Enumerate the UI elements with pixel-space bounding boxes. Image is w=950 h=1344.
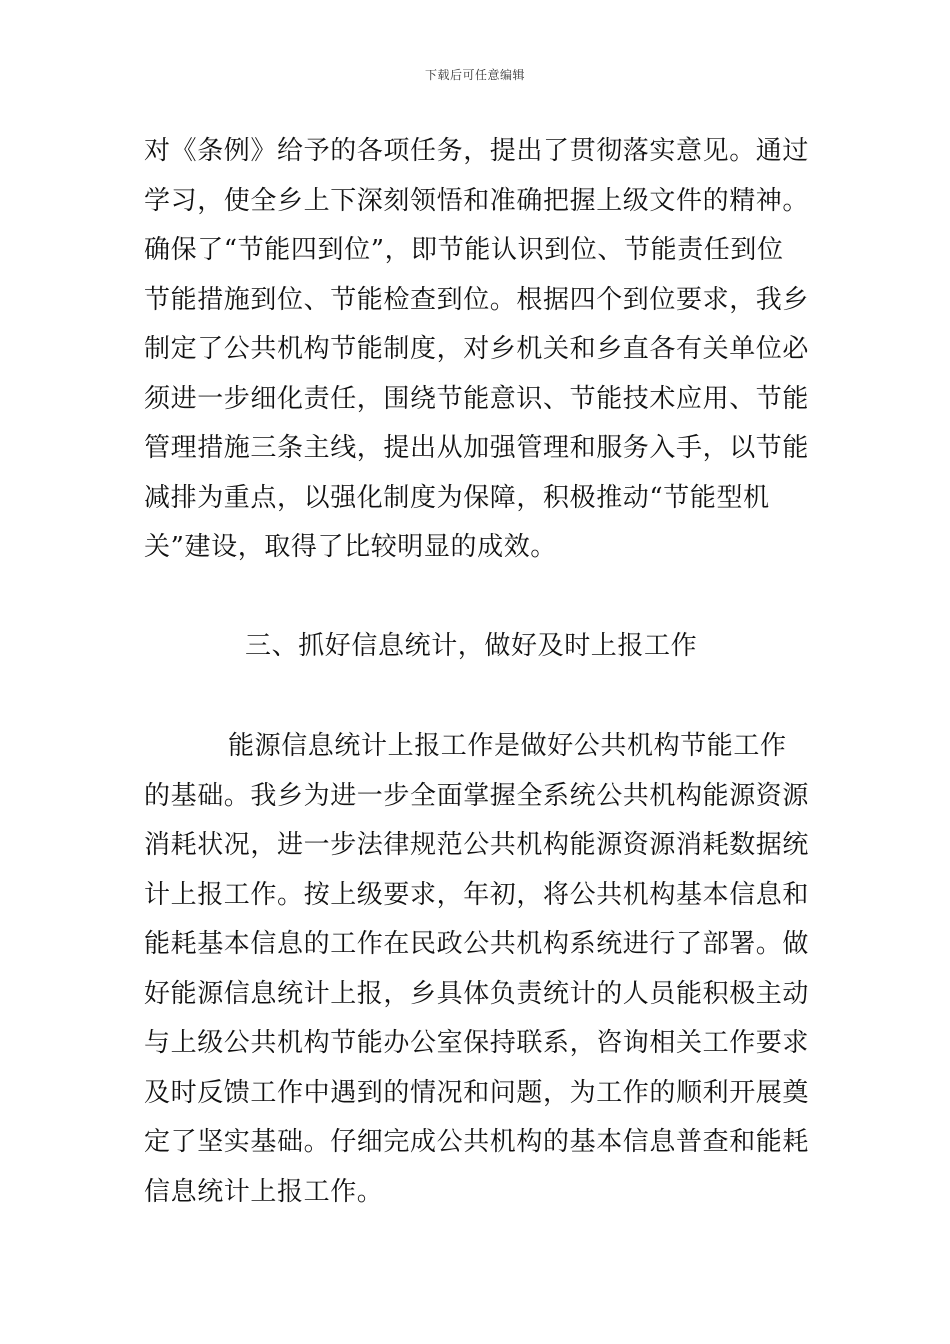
header-note: 下载后可任意编辑 [424,68,525,82]
paragraph-line: 学习，使全乡上下深刻领悟和准确把握上级文件的精神。 [144,185,810,216]
paragraph-line: 须进一步细化责任，围绕节能意识、节能技术应用、节能 [144,383,810,414]
paragraph-line: 管理措施三条主线，提出从加强管理和服务入手，以节能 [144,433,810,463]
paragraph-line: 及时反馈工作中遇到的情况和问题，为工作的顺利开展奠 [144,1077,810,1108]
paragraph-line: 好能源信息统计上报，乡具体负责统计的人员能积极主动 [144,978,810,1009]
paragraph-line: 的基础。我乡为进一步全面掌握全系统公共机构能源资源 [144,780,810,811]
paragraph-line: 信息统计上报工作。 [144,1176,384,1207]
paragraph-line: 能源信息统计上报工作是做好公共机构节能工作 [228,731,787,761]
paragraph-line: 减排为重点，以强化制度为保障，积极推动“节能型机 [144,482,770,513]
paragraph-line: 制定了公共机构节能制度，对乡机关和乡直各有关单位必 [144,334,810,364]
section-heading: 三、抓好信息统计，做好及时上报工作 [245,631,698,661]
paragraph-line: 关”建设，取得了比较明显的成效。 [144,532,557,562]
paragraph-line: 节能措施到位、节能检查到位。根据四个到位要求，我乡 [144,284,810,315]
paragraph-line: 消耗状况，进一步法律规范公共机构能源资源消耗数据统 [144,830,810,860]
paragraph-line: 计上报工作。按上级要求，年初，将公共机构基本信息和 [144,879,810,910]
paragraph-1 [144,127,814,573]
paragraph-line: 确保了“节能四到位”，即节能认识到位、节能责任到位 [144,235,784,265]
paragraph-line: 与上级公共机构节能办公室保持联系，咨询相关工作要求 [144,1028,810,1058]
paragraph-line: 定了坚实基础。仔细完成公共机构的基本信息普查和能耗 [144,1127,810,1157]
paragraph-line: 对《条例》给予的各项任务，提出了贯彻落实意见。通过 [144,136,810,166]
paragraph-2 [144,722,814,1217]
paragraph-line: 能耗基本信息的工作在民政公共机构系统进行了部署。做 [144,929,810,959]
